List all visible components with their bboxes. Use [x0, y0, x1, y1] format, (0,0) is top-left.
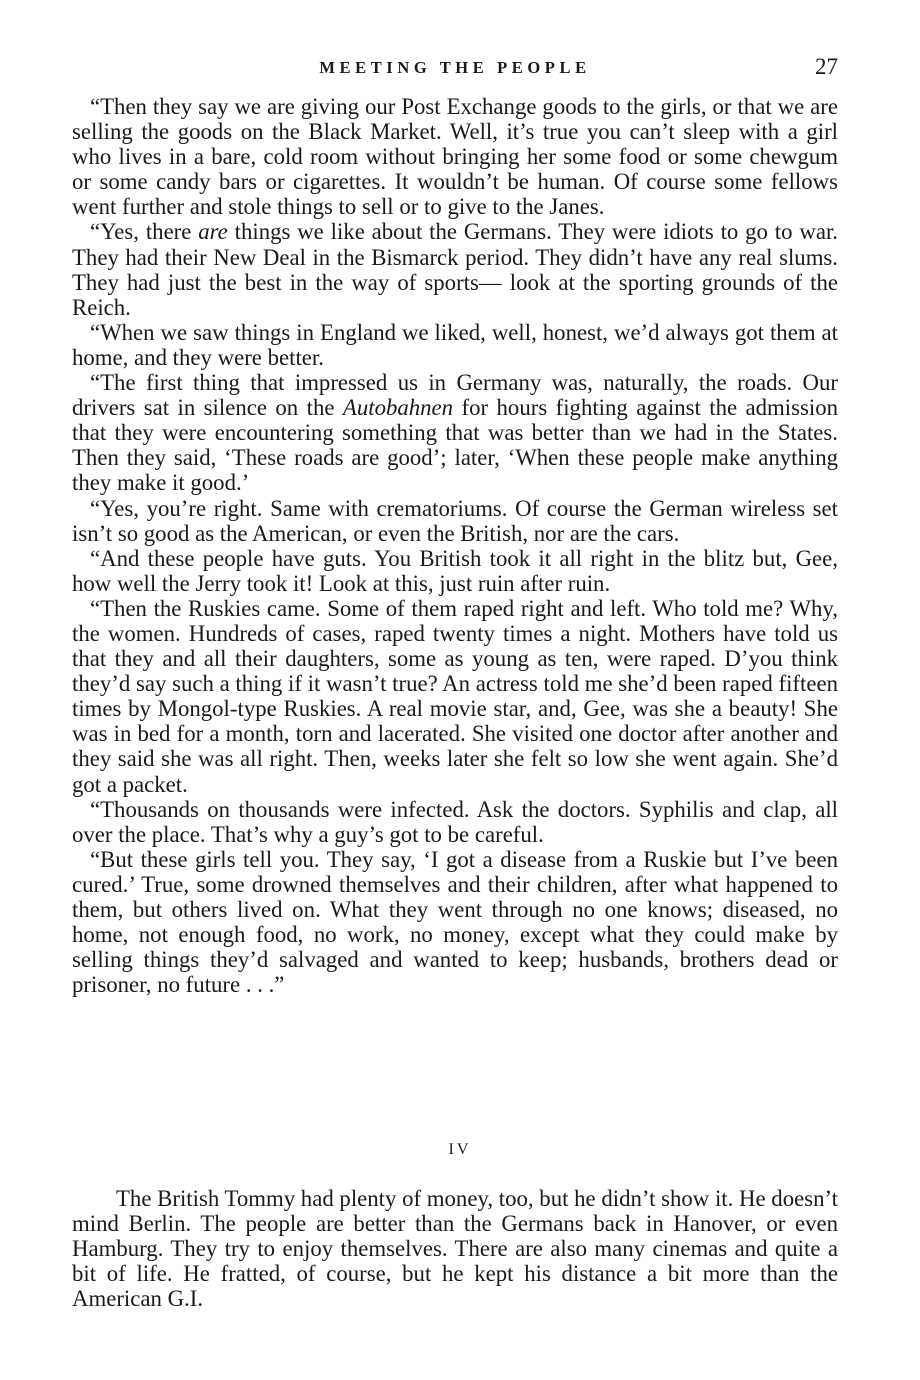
body-text	[72, 94, 838, 997]
paragraph-5: “Yes, you’re right. Same with crematoriums. Of course the German wireless set isn’t so good as the American, or even the British, nor are the cars.	[72, 495, 838, 546]
emphasis-text: are	[198, 219, 228, 245]
paragraph-7: “Then the Ruskies came. Some of them raped right and left. Who told me? Why, the women. Hundreds of cases, raped twenty times a night. Mothers have told us that they and all their daughters, some as young as ten, were raped. D’you think they’d say such a thing if it wasn’t true? An actress told me she’d been raped fifteen times by Mongol-type Ruskies. A real movie star, and, Gee, was she a beauty! She was in bed for a month, torn and lacerated. She visited one doctor after another and they said she was all right. Then, weeks later she felt so low she went again. She’d got a packet.	[72, 595, 838, 797]
section-numeral: IV	[448, 1141, 472, 1158]
page-number: 27	[815, 54, 838, 79]
paragraph-text: for hours fighting against the admission that they were encountering something that was better than we had in the States. Then they said, ‘These roads are good’; later, ‘When these people make anything they make it good.’	[72, 395, 838, 496]
paragraph-1: “Then they say we are giving our Post Exchange goods to the girls, or that we are selling the goods on the Black Market. Well, it’s true you can’t sleep with a girl who lives in a bare, cold room without bringing her some food or some chewgum or some candy bars or cigarettes. It wouldn’t be human. Of course some fellows went further and stole things to sell or to give to the Janes.	[72, 94, 838, 220]
paragraph-3: “When we saw things in England we liked, well, honest, we’d always got them at home, and they were better.	[72, 319, 838, 370]
paragraph-text: “The first thing that impressed us in Germany was, naturally, the roads. Our drivers sat in silence on the	[72, 370, 838, 421]
running-head: MEETING THE PEOPLE	[319, 58, 591, 77]
paragraph-text: things we like about the Germans. They were idiots to go to war. They had their New Deal in the Bismarck period. They didn’t have any real slums. They had just the best in the way of sports— look at the sporting grounds of the Reich.	[72, 219, 838, 320]
paragraph-4	[72, 370, 838, 495]
emphasis-text: Autobahnen	[342, 395, 454, 421]
paragraph-9: “But these girls tell you. They say, ‘I got a disease from a Ruskie but I’ve been cured.’ True, some drowned themselves and their children, after what happened to them, but others lived on. What they went through no one knows; diseased, no home, not enough food, no work, no money, except what they could make by selling things they’d salvaged and wanted to keep; husbands, brothers dead or prisoner, no future . . .”	[72, 846, 838, 998]
page-header	[72, 54, 838, 88]
paragraph-text: “Yes, there	[90, 219, 199, 245]
paragraph-2	[72, 219, 838, 319]
paragraph-6: “And these people have guts. You British took it all right in the blitz but, Gee, how well the Jerry took it! Look at this, just ruin after ruin.	[72, 545, 838, 596]
section-body-text	[72, 1186, 838, 1311]
section-paragraph: The British Tommy had plenty of money, too, but he didn’t show it. He doesn’t mind Berlin. The people are better than the Germans back in Hanover, or even Hamburg. They try to enjoy themselves. There are also many cinemas and quite a bit of life. He fratted, of course, but he kept his distance a bit more than the American G.I.	[72, 1186, 838, 1312]
paragraph-8: “Thousands on thousands were infected. Ask the doctors. Syphilis and clap, all over the place. That’s why a guy’s got to be careful.	[72, 796, 838, 847]
